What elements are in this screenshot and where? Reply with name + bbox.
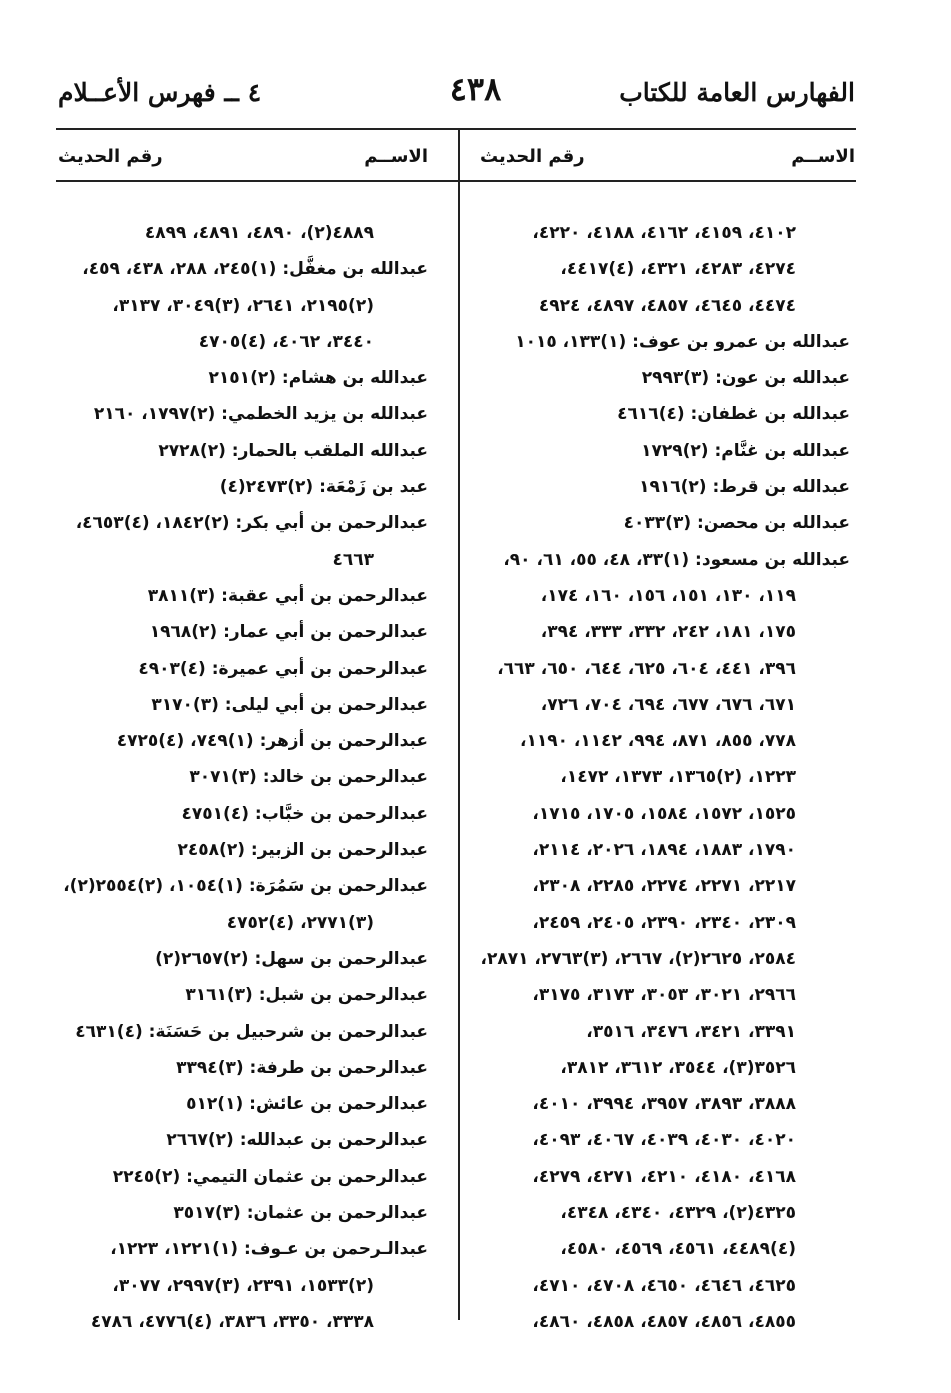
index-entry-continuation: ٤٤٧٤، ٤٦٤٥، ٤٨٥٧، ٤٨٩٧، ٤٩٢٤ bbox=[538, 295, 796, 316]
right-number-label: رقم الحديث bbox=[480, 146, 585, 167]
index-entry-continuation: ٤١٠٢، ٤١٥٩، ٤١٦٢، ٤١٨٨، ٤٢٢٠، bbox=[532, 223, 796, 243]
index-entry-continuation: ٤٨٥٥، ٤٨٥٦، ٤٨٥٧، ٤٨٥٨، ٤٨٦٠، bbox=[532, 1311, 796, 1332]
index-entry-continuation: ١١٩، ١٣٠، ١٥١، ١٥٦، ١٦٠، ١٧٤، bbox=[540, 585, 796, 606]
index-entry: عبدالله بن مغفَّل: (١)٢٤٥، ٢٨٨، ٤٣٨، ٤٥٩، bbox=[82, 259, 428, 280]
index-entry-continuation: ٦٧١، ٦٧٦، ٦٧٧، ٦٩٤، ٧٠٤، ٧٢٦، bbox=[540, 694, 796, 715]
index-entry-continuation: ١٥٢٥، ١٥٧٢، ١٥٨٤، ١٧٠٥، ١٧١٥، bbox=[532, 803, 796, 824]
index-entry-continuation: (٢)١٥٣٣، ٢٣٩١، (٣)٢٩٩٧، ٣٠٧٧، bbox=[112, 1275, 374, 1296]
index-entry-continuation: ٣٣٩١، ٣٤٢١، ٣٤٧٦، ٣٥١٦، bbox=[586, 1021, 796, 1042]
left-name-label: الاســم bbox=[364, 146, 428, 167]
page-number: ٤٣٨ bbox=[449, 70, 502, 108]
index-entry: عبدالرحمن بن شرحبيل بن حَسَنَة: (٤)٤٦٣١ bbox=[75, 1021, 428, 1042]
index-entry: عبدالرحمن بن أبي ليلى: (٣)٣١٧٠ bbox=[151, 694, 428, 715]
index-entry-continuation: ٤٨٨٩(٢)، ٤٨٩٠، ٤٨٩١، ٤٨٩٩ bbox=[144, 223, 374, 243]
index-entry: عبدالله بن محصن: (٣)٤٠٣٣ bbox=[623, 513, 850, 534]
index-entry-continuation: (٤)٤٤٨٩، ٤٥٦١، ٤٥٦٩، ٤٥٨٠، bbox=[560, 1239, 796, 1260]
index-entry: عبدالرحمن بن عثمان: (٣)٣٥١٧ bbox=[173, 1203, 428, 1224]
index-column-right bbox=[470, 215, 850, 1340]
section-title: ٤ ــ فهرس الأعــلام bbox=[58, 78, 262, 107]
index-entry-continuation: ٣٣٣٨، ٣٣٥٠، ٣٨٣٦، (٤)٤٧٧٦، ٤٧٨٦ bbox=[90, 1311, 374, 1332]
index-entry-continuation: ٤٠٢٠، ٤٠٣٠، ٤٠٣٩، ٤٠٦٧، ٤٠٩٣، bbox=[532, 1130, 796, 1151]
index-entry-continuation: ١٧٩٠، ١٨٨٣، ١٨٩٤، ٢٠٢٦، ٢١١٤، bbox=[532, 840, 796, 861]
column-header-rule bbox=[56, 180, 856, 182]
index-entry-continuation: ٤١٦٨، ٤١٨٠، ٤٢١٠، ٤٢٧١، ٤٢٧٩، bbox=[532, 1166, 796, 1187]
index-entry: عبدالرحمن بن خالد: (٣)٣٠٧١ bbox=[189, 767, 428, 788]
index-entry: عبدالرحمن بن أبي عمار: (٢)١٩٦٨ bbox=[149, 622, 428, 643]
index-entry-continuation: ٧٧٨، ٨٥٥، ٨٧١، ٩٩٤، ١١٤٢، ١١٩٠، bbox=[519, 731, 796, 752]
index-entry-continuation: ٤٢٧٤، ٤٢٨٣، ٤٣٢١، (٤)٤٤١٧، bbox=[560, 259, 796, 280]
index-column-left bbox=[56, 215, 428, 1340]
index-entry: عبدالله بن عمرو بن عوف: (١)١٣٣، ١٠١٥ bbox=[515, 331, 850, 352]
index-entry: عبد بن زَمْعَة: (٢)٢٤٧٣(٤) bbox=[219, 477, 428, 498]
index-entry: عبدالرحمن بن سَمُرَة: (١)١٠٥٤، (٢)٢٥٥٤(٢)، bbox=[63, 876, 428, 897]
index-entry-continuation: (٣)٢٧٧١، (٤)٤٧٥٢ bbox=[226, 912, 374, 933]
index-entry-continuation: ٣٥٢٦(٣)، ٣٥٤٤، ٣٦١٢، ٣٨١٢، bbox=[560, 1057, 796, 1078]
index-entry: عبدالرحمن بن عثمان التيمي: (٢)٢٢٤٥ bbox=[112, 1166, 428, 1187]
index-entry-continuation: (٢)٢١٩٥، ٢٦٤١، (٣)٣٠٤٩، ٣١٣٧، bbox=[112, 295, 374, 316]
index-entry-continuation: ٢٩٦٦، ٣٠٢١، ٣٠٥٣، ٣١٧٣، ٣١٧٥، bbox=[532, 985, 796, 1006]
index-entry-continuation: ٤٣٢٥(٢)، ٤٣٢٩، ٤٣٤٠، ٤٣٤٨، bbox=[560, 1203, 796, 1224]
index-entry: عبدالرحمن بن الزبير: (٢)٢٤٥٨ bbox=[177, 840, 428, 861]
index-entry: عبدالرحمن بن أزهر: (١)٧٤٩، (٤)٤٧٢٥ bbox=[116, 731, 428, 752]
index-entry: عبدالرحمن بن طرفة: (٣)٣٣٩٤ bbox=[176, 1057, 428, 1078]
left-number-label: رقم الحديث bbox=[58, 146, 163, 167]
index-entry: عبدالرحمن بن عائش: (١)٥١٢ bbox=[186, 1094, 428, 1115]
index-entry: عبدالرحمن بن عبدالله: (٢)٢٦٦٧ bbox=[166, 1130, 428, 1151]
index-entry-continuation: ٤٦٦٣ bbox=[332, 549, 374, 570]
header-rule bbox=[56, 128, 856, 130]
running-title: الفهارس العامة للكتاب bbox=[619, 78, 855, 107]
index-entry: عبدالرحمن بن شبل: (٣)٣١٦١ bbox=[185, 985, 428, 1006]
index-entry-continuation: ٢٢١٧، ٢٢٧١، ٢٢٧٤، ٢٢٨٥، ٢٣٠٨، bbox=[532, 876, 796, 897]
index-entry-continuation: ١٧٥، ١٨١، ٢٤٢، ٣٣٢، ٣٣٣، ٣٩٤، bbox=[540, 622, 796, 643]
index-entry: عبدالرحمن بن أبي بكر: (٢)١٨٤٢، (٤)٤٦٥٣، bbox=[75, 513, 428, 534]
index-entry: عبدالله بن هشام: (٢)٢١٥١ bbox=[208, 368, 428, 389]
index-entry: عبدالـرحمن بن عـوف: (١)١٢٢١، ١٢٢٣، bbox=[110, 1239, 428, 1260]
index-entry-continuation: ٣٤٤٠، ٤٠٦٢، (٤)٤٧٠٥ bbox=[198, 331, 374, 352]
index-entry-continuation: ٢٥٨٤، ٢٦٢٥(٢)، ٢٦٦٧، (٣)٢٧٦٣، ٢٨٧١، bbox=[480, 948, 796, 969]
index-entry: عبدالله بن يزيد الخطمي: (٢)١٧٩٧، ٢١٦٠ bbox=[93, 404, 428, 425]
index-entry: عبدالله بن مسعود: (١)٣٣، ٤٨، ٥٥، ٦١، ٩٠، bbox=[503, 549, 850, 570]
index-entry: عبدالرحمن بن سهل: (٢)٢٦٥٧(٢) bbox=[155, 948, 428, 969]
index-entry: عبدالرحمن بن خبَّاب: (٤)٤٧٥١ bbox=[181, 803, 428, 824]
index-entry-continuation: ١٢٢٣، (٢)١٣٦٥، ١٣٧٣، ١٤٧٢، bbox=[560, 767, 796, 788]
index-entry-continuation: ٣٨٨٨، ٣٨٩٣، ٣٩٥٧، ٣٩٩٤، ٤٠١٠، bbox=[532, 1094, 796, 1115]
index-entry: عبدالرحمن بن أبي عميرة: (٤)٤٩٠٣ bbox=[138, 658, 428, 679]
column-divider bbox=[458, 128, 460, 1320]
index-entry: عبدالله بن قرط: (٢)١٩١٦ bbox=[639, 477, 850, 498]
index-entry: عبدالله بن غطفان: (٤)٤٦١٦ bbox=[617, 404, 850, 425]
index-entry-continuation: ٢٣٠٩، ٢٣٤٠، ٢٣٩٠، ٢٤٠٥، ٢٤٥٩، bbox=[532, 912, 796, 933]
index-entry-continuation: ٣٩٦، ٤٤١، ٦٠٤، ٦٢٥، ٦٤٤، ٦٥٠، ٦٦٣، bbox=[497, 658, 796, 679]
index-entry-continuation: ٤٦٢٥، ٤٦٤٦، ٤٦٥٠، ٤٧٠٨، ٤٧١٠، bbox=[532, 1275, 796, 1296]
index-entry: عبدالله بن غنَّام: (٢)١٧٢٩ bbox=[641, 440, 850, 461]
index-entry: عبدالله بن عون: (٣)٢٩٩٣ bbox=[641, 368, 850, 389]
index-entry: عبدالله الملقب بالحمار: (٢)٢٧٢٨ bbox=[158, 440, 428, 461]
index-entry: عبدالرحمن بن أبي عقبة: (٣)٣٨١١ bbox=[147, 585, 428, 606]
right-name-label: الاســم bbox=[791, 146, 855, 167]
